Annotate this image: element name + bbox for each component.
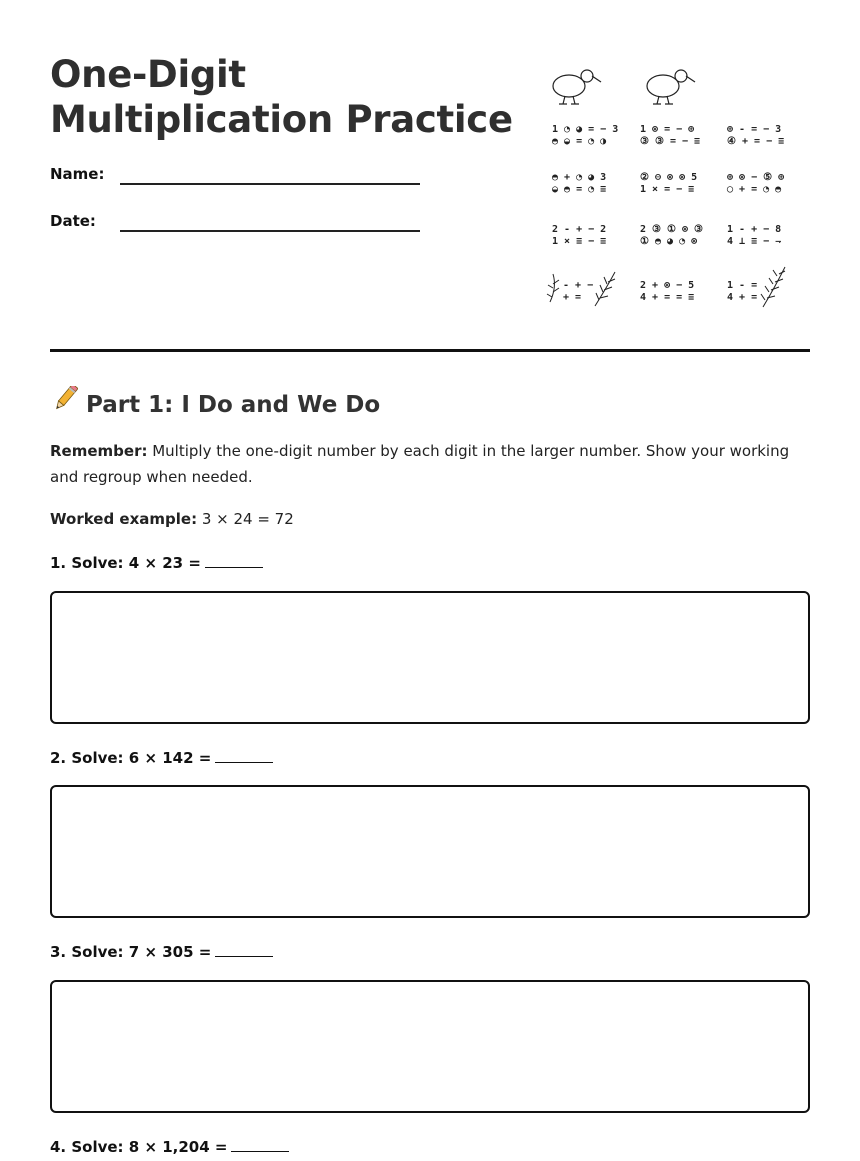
date-field[interactable]: [50, 212, 470, 238]
date-line[interactable]: [120, 230, 420, 232]
svg-text:◒ ◓ = ◔ ≡: ◒ ◓ = ◔ ≡: [552, 184, 607, 195]
name-line[interactable]: [120, 183, 420, 185]
answer-blank[interactable]: [205, 557, 263, 568]
svg-text:- + −: - + −: [563, 280, 594, 291]
svg-text:⊕ - = − 3: ⊕ - = − 3: [727, 124, 782, 135]
worked-label: Worked example:: [50, 510, 198, 528]
instructions: [50, 438, 790, 490]
svg-text:1 ⊗ = − ⊕: 1 ⊗ = − ⊕: [640, 124, 695, 135]
answer-blank[interactable]: [215, 752, 273, 763]
svg-text:② ⊖ ⊗ ⊗ 5: ② ⊖ ⊗ ⊗ 5: [640, 172, 698, 183]
svg-text:1 × ≡ − ≡: 1 × ≡ − ≡: [552, 236, 607, 247]
worked-text: 3 × 24 = 72: [197, 510, 294, 528]
question-1-label: [50, 554, 263, 572]
question-text: 3. Solve: 7 × 305 =: [50, 943, 212, 961]
svg-text:◓ + ◔ ◕ 3: ◓ + ◔ ◕ 3: [552, 172, 607, 183]
answer-blank[interactable]: [215, 946, 273, 957]
date-label: Date:: [50, 212, 96, 230]
svg-text:2 + ⊗ − 5: 2 + ⊗ − 5: [640, 280, 695, 291]
answer-box-2[interactable]: [50, 785, 810, 918]
kiwi-bird-icon: [553, 70, 601, 104]
name-field[interactable]: [50, 165, 470, 191]
answer-box-3[interactable]: [50, 980, 810, 1113]
svg-text:4 + = = ≡: 4 + = = ≡: [640, 292, 695, 303]
svg-text:1 ◔ ◕ = − 3: 1 ◔ ◕ = − 3: [552, 124, 619, 135]
question-4-label: [50, 1138, 289, 1156]
page-title: [50, 52, 513, 142]
answer-blank[interactable]: [231, 1141, 289, 1152]
worked-example: [50, 506, 294, 532]
name-label: Name:: [50, 165, 105, 183]
remember-label: Remember:: [50, 442, 148, 460]
svg-text:4 ⊥ ≡ − ⇁: 4 ⊥ ≡ − ⇁: [727, 236, 782, 247]
question-text: 4. Solve: 8 × 1,204 =: [50, 1138, 228, 1156]
title-line-1: One-Digit: [50, 53, 246, 96]
svg-text:1 - =: 1 - =: [727, 280, 758, 291]
svg-text:+ =: + =: [563, 292, 582, 303]
svg-text:⊕ ⊗ − ⑤ ⊕: ⊕ ⊗ − ⑤ ⊕: [727, 172, 785, 183]
svg-text:1 - + − 8: 1 - + − 8: [727, 224, 782, 235]
question-text: 1. Solve: 4 × 23 =: [50, 554, 201, 572]
svg-text:2 - + − 2: 2 - + − 2: [552, 224, 607, 235]
answer-box-1[interactable]: [50, 591, 810, 724]
svg-text:◯ + = ◔ ◓: ◯ + = ◔ ◓: [727, 184, 782, 195]
pencil-icon: [50, 386, 78, 418]
svg-text:③ ③ = − ≡: ③ ③ = − ≡: [640, 136, 701, 147]
question-2-label: [50, 749, 273, 767]
section-title-text: Part 1: I Do and We Do: [86, 392, 381, 418]
svg-text:2 ③ ① ⊗ ③: 2 ③ ① ⊗ ③: [640, 224, 704, 235]
svg-text:④ + = − ≡: ④ + = − ≡: [727, 136, 785, 147]
svg-text:① ◓ ◕ ◔ ⊗: ① ◓ ◕ ◔ ⊗: [640, 236, 698, 247]
section-title: [50, 386, 380, 418]
question-3-label: [50, 943, 273, 961]
svg-text:1 × = − ≡: 1 × = − ≡: [640, 184, 695, 195]
decorative-math-illustration: [545, 62, 795, 312]
remember-text: Multiply the one-digit number by each digit in the larger number. Show your working and regroup when needed.: [50, 442, 790, 486]
svg-text:4 + =: 4 + =: [727, 292, 758, 303]
svg-text:◓ ◒ = ◔ ◑: ◓ ◒ = ◔ ◑: [552, 136, 607, 147]
title-line-2: Multiplication Practice: [50, 98, 513, 141]
header-divider: [50, 349, 810, 352]
question-text: 2. Solve: 6 × 142 =: [50, 749, 212, 767]
kiwi-bird-icon: [647, 70, 695, 104]
